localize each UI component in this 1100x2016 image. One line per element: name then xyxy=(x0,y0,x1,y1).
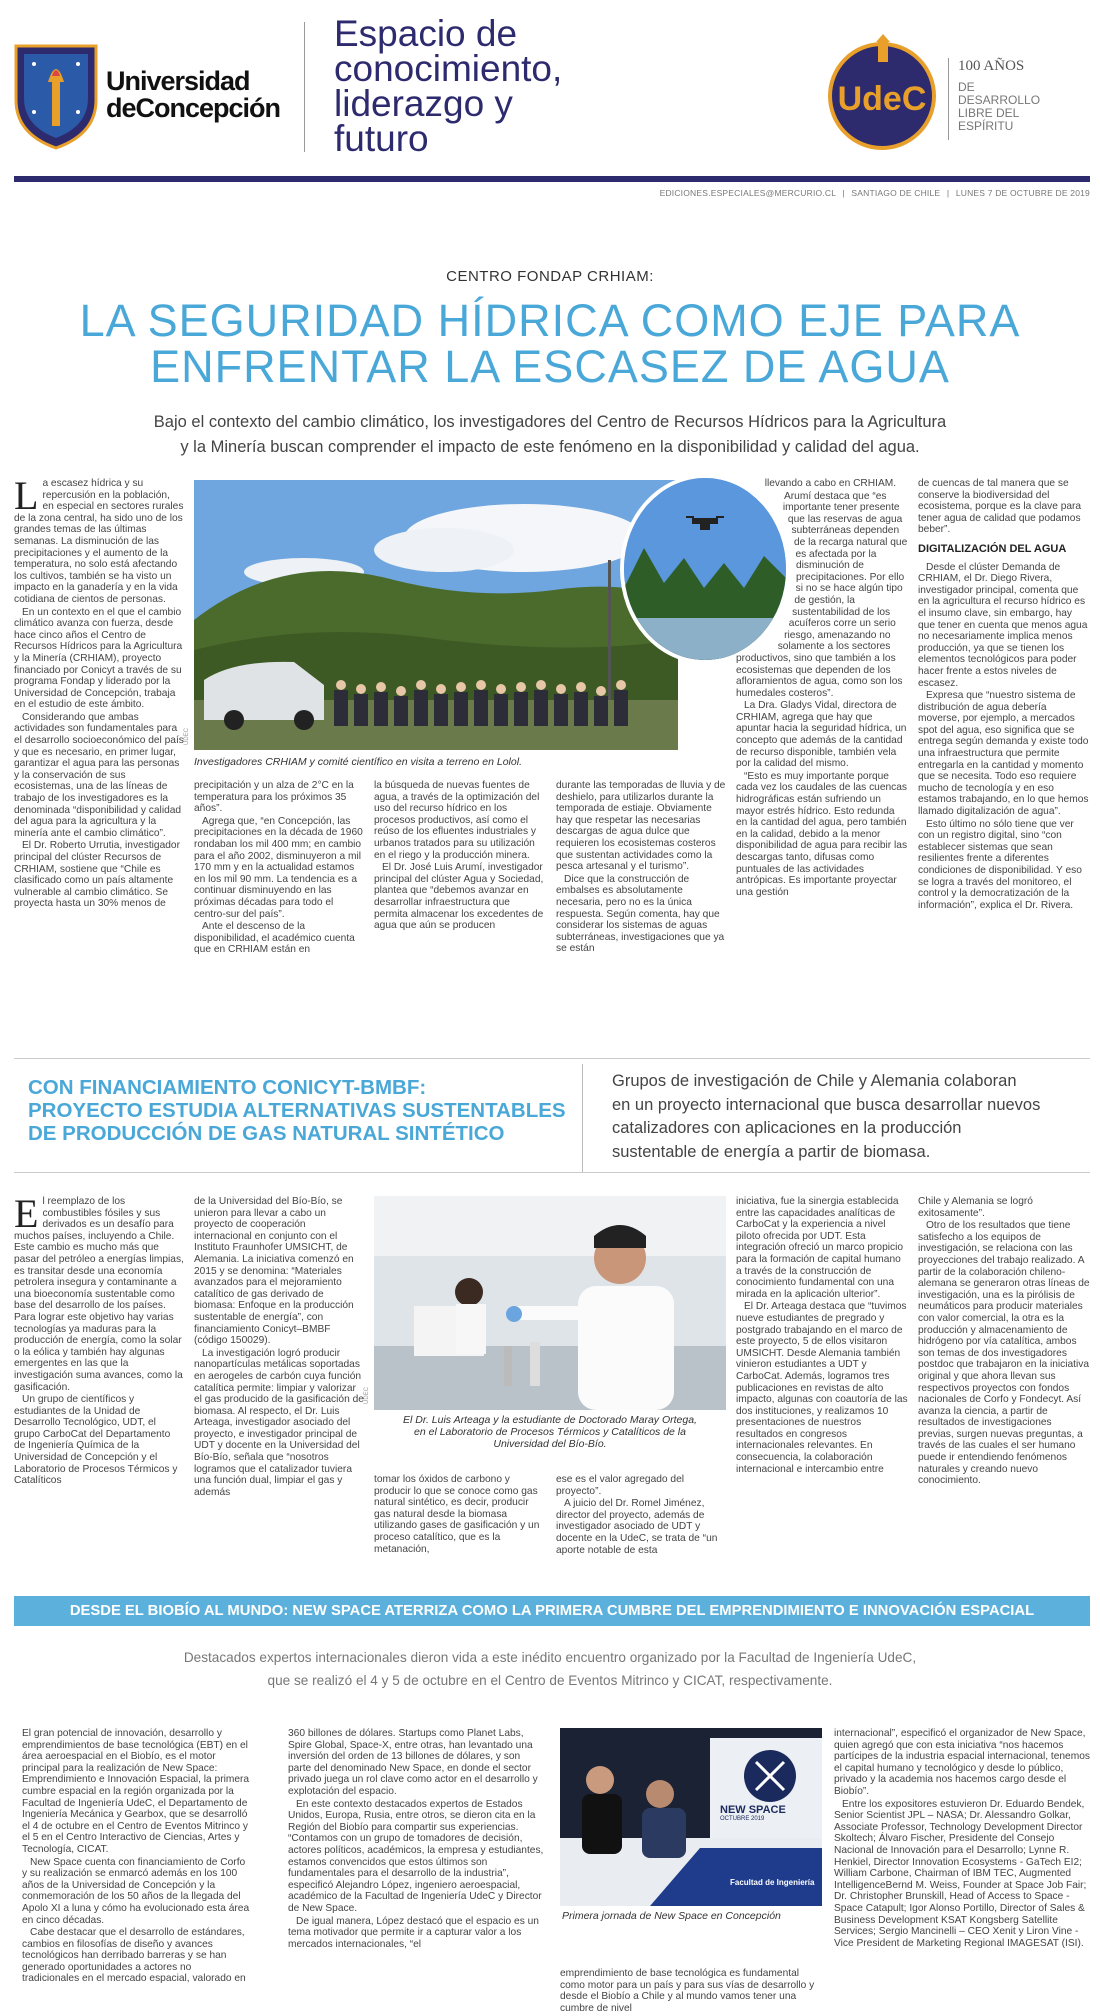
slogan-line-3: liderazgo y xyxy=(334,83,513,124)
article-2-caption-line-2: en el Laboratorio de Procesos Térmicos y Catalíticos de la xyxy=(414,1426,686,1438)
article-3-banner xyxy=(14,1596,1090,1626)
article-3-photo xyxy=(560,1728,822,1906)
article-3-col-4-p1: internacional”, especificó el organizador de New Space, quien agregó que con esta iniciativa “nos hacemos partícipes de la industria espacial internacional, tenemos el capital humano y tecnológico y desde lo público, privado y la academia nos hacemos cargo desde el Biobío”. xyxy=(834,1728,1090,1797)
article-2-col-2 xyxy=(194,1196,364,1582)
article-3-col-4 xyxy=(834,1728,1090,2010)
article-1-col-6-p1: de cuencas de tal manera que se conserve la biodiversidad del ecosistema, porque es la clave para tener agua de calidad que podamos beber”. xyxy=(918,478,1082,536)
dateline-date: LUNES 7 DE OCTUBRE DE 2019 xyxy=(955,188,1090,198)
article-2-dropcap: E xyxy=(14,1196,39,1236)
article-1-dropcap: L xyxy=(14,478,39,518)
article-2-vertical-divider xyxy=(582,1064,583,1172)
article-1-col-3-p1: la búsqueda de nuevas fuentes de agua, a través de la optimización del uso del recurso hídrico en los procesos productivos, así como el reúso de los efluentes industriales y urbanos tratados para su utilización en el riego y la producción minera. xyxy=(374,780,540,861)
article-2-col-3-p1: tomar los óxidos de carbono y producir lo que se conoce como gas natural sintético, es decir, producir gas natural desde la biomasa utilizando gases de gasificación y un proceso catalítico, que es la metanación, xyxy=(374,1474,540,1555)
slogan-line-4: futuro xyxy=(334,118,429,159)
article-3-col-2-p2: En este contexto destacados expertos de Estados Unidos, Europa, Rusia, entre otros, se dieron cita en la Región del Biobío para compartir sus experiencias. “Contamos con un grupo de tomadores de decisión, actores políticos, académicos, la empresa y estudiantes, estamos convencidos que estos últimos son fundamentales para el desarrollo de la industria”, especificó Alejandro López, ingeniero aeroespacial, académico de la Facultad de Ingeniería UdeC y Director de New Space. xyxy=(288,1798,544,1914)
article-3-lead-line-2: que se realizó el 4 y 5 de octubre en el Centro de Eventos Mitrinco y CICAT, respectivamente. xyxy=(267,1673,833,1688)
article-1-col-4 xyxy=(556,780,726,1072)
article-2-caption-line-3: Universidad del Bío-Bío. xyxy=(493,1438,607,1450)
article-1-photo xyxy=(194,480,678,750)
anniversary-title: 100 AÑOS xyxy=(958,58,1025,74)
university-name xyxy=(106,68,280,122)
article-3-banner-text: DESDE EL BIOBÍO AL MUNDO: NEW SPACE ATERRIZA COMO LA PRIMERA CUMBRE DEL EMPRENDIMIENTO E INNOVACIÓN ESPACIAL xyxy=(69,1603,1035,1619)
article-3-photo-caption: Primera jornada de New Space en Concepción xyxy=(562,1910,781,1922)
article-3-col-1-p2: New Space cuenta con financiamiento de Corfo y su realización se enmarcó además en los 100 años de la Universidad de Concepción y la conmemoración de los 50 años de la llegada del Apolo XI a luna y cómo ha evolucionado esta área en cinco décadas. xyxy=(22,1856,250,1926)
article-2-col-4 xyxy=(556,1474,726,1582)
article-2-lead-line-2: en un proyecto internacional que busca desarrollar nuevos xyxy=(612,1095,1041,1114)
article-3-col-1-p1: El gran potencial de innovación, desarrollo y emprendimientos de base tecnológica (EBT) en el área aeroespacial en el Biobío, es el motor principal para la realización de New Space: Emprendimiento e Innovación Espacial, la primera cumbre espacial en la región organizada por la Facultad de Ingeniería UdeC, el Departamento de Ingeniería Mecánica y Gearbox, que se desarrolló el 4 de octubre en el Centro de Eventos Mitrinco y el 5 en el Centro Interactivo de Ciencias, Artes y Tecnología, CICAT. xyxy=(22,1728,250,1855)
slogan-line-2: conocimiento, xyxy=(334,48,563,89)
article-2-col-6-p1: Chile y Alemania se logró exitosamente”. xyxy=(918,1196,1033,1219)
article-1-col-3 xyxy=(374,780,546,1072)
article-1-lead-line-1: Bajo el contexto del cambio climático, los investigadores del Centro de Recursos Hídricos para la Agricultura xyxy=(153,413,947,431)
article-2-col-5-p2: El Dr. Arteaga destaca que “tuvimos nueve estudiantes de pregrado y postgrado trabajando en el marco de este proyecto, 5 de ellos visitaron UMSICHT. Desde Alemania también vinieron estudiantes a UDT y CarboCat. Además, logramos tres publicaciones en revistas de alto impacto, algunas con coautoría de las dos instituciones, y realizamos 10 presentaciones de nuestros resultados en congresos internacionales relevantes. En consecuencia, la colaboración internacional e intercambio entre xyxy=(736,1301,908,1475)
article-2-col-3 xyxy=(374,1474,544,1582)
article-1-kicker: CENTRO FONDAP CRHIAM: xyxy=(446,268,654,285)
article-2-col-6 xyxy=(918,1196,1090,1582)
article-3-lead-line-1: Destacados expertos internacionales dieron vida a este inédito encuentro organizado por la Facultad de Ingeniería UdeC, xyxy=(183,1650,917,1665)
anniversary-line-2: DESARROLLO xyxy=(958,93,1041,107)
udec-shield-icon xyxy=(12,42,100,150)
article-1-col-6-p2: Desde el clúster Demanda de CRHIAM, el Dr. Diego Rivera, investigador principal, comenta que en la agricultura el recurso hídrico es el insumo clave, sin embargo, hay que tener en cuenta que menos agua no necesariamente implica menos producción, ya que se tienen los elementos tecnológicos para poder hacer frente a estos niveles de escasez. xyxy=(918,561,1088,689)
article-3-col-3 xyxy=(560,1968,822,2012)
photo-sign-date: OCTUBRE 2019 xyxy=(720,1816,765,1822)
article-2-lead-line-4: sustentable de energía a partir de biomasa. xyxy=(612,1142,931,1161)
article-2-title-line-2: PROYECTO ESTUDIA ALTERNATIVAS SUSTENTABLES xyxy=(28,1099,566,1122)
masthead-divider xyxy=(304,22,305,152)
article-2-title-line-3: DE PRODUCCIÓN DE GAS NATURAL SINTÉTICO xyxy=(28,1122,505,1145)
article-1-photo-credit: UDEC xyxy=(184,727,190,745)
masthead xyxy=(0,0,1100,200)
article-1-col-6-p3: Expresa que “nuestro sistema de distribución de agua debería moverse, por ejemplo, a mercados spot del agua, eso significa que se entrega según demanda y existe todo una infraestructura que permite entregarla en la cantidad y momento que se necesita. Todo eso requiere mucho de tecnología y en eso estamos trabajando, en lo que hemos llamado digitalización de agua”. xyxy=(918,690,1089,818)
article-3-col-2-p3: De igual manera, López destacó que el espacio es un tema motivador que permite ir a capturar valor a los mercados internacionales, “el xyxy=(288,1915,539,1950)
dateline: EDICIONES.ESPECIALES@MERCURIO.CL | SANTIAGO DE CHILE | LUNES 7 DE OCTUBRE DE 2019 xyxy=(659,188,1090,198)
article-1-col-3-p2: El Dr. José Luis Arumí, investigador principal del clúster Agua y Sociedad, plantea que “debemos avanzar en desarrollar infraestructura que permita almacenar los excedentes de agua que aún se producen xyxy=(374,862,544,932)
article-2-col-5 xyxy=(736,1196,908,1582)
photo-sign-text xyxy=(720,1804,786,1822)
article-1-title-line-2: ENFRENTAR LA ESCASEZ DE AGUA xyxy=(150,341,950,392)
article-3-lead xyxy=(0,1646,1100,1692)
article-2-lead-line-1: Grupos de investigación de Chile y Alemania colaboran xyxy=(612,1072,1017,1090)
article-2-photo-credit: UDEC xyxy=(364,1386,370,1404)
article-1-title-line-1: LA SEGURIDAD HÍDRICA COMO EJE PARA xyxy=(79,295,1021,346)
university-line-1: Universidad xyxy=(106,66,250,96)
article-1-col-4-p1: durante las temporadas de lluvia y de deshielo, para utilizarlos durante la temporada de estiaje. Obviamente hay que respetar las necesarias descargas de agua dulce que requieren los ecosistemas costeros que sustentan actividades como la pesca artesanal y el turismo”. xyxy=(556,780,726,873)
article-2-lead-line-3: catalizadores con aplicaciones en la producción xyxy=(612,1119,962,1137)
laboratory-image xyxy=(374,1196,726,1410)
article-3-col-1 xyxy=(22,1728,250,2010)
anniversary-line-3: LIBRE DEL xyxy=(958,106,1020,120)
article-2-col-1-p2: Un grupo de científicos y estudiantes de la Unidad de Desarrollo Tecnológico, UDT, el grupo CarboCat del Departamento de Ingeniería Química de la Universidad de Concepción y el Laboratorio de Procesos Térmicos y Catalíticos xyxy=(14,1394,178,1487)
article-1-col-2-p1: precipitación y un alza de 2°C en la temperatura para los próximos 35 años”. xyxy=(194,780,354,815)
anniversary-divider xyxy=(948,58,949,140)
article-3-col-2-p1: 360 billones de dólares. Startups como Planet Labs, Spire Global, Space-X, entre otras, han levantado una inversión del orden de 13 billones de dólares, y son parte del denominado New Space, en donde el sector privado juega un rol clave como actor en el desarrollo y explotación del espacio. xyxy=(288,1728,538,1797)
article-2-divider-bottom xyxy=(14,1172,1090,1173)
article-2-lead xyxy=(612,1070,1040,1164)
anniversary xyxy=(958,58,1040,133)
udec-logo-text: UdeC xyxy=(837,80,927,118)
tower-icon xyxy=(872,34,894,64)
anniversary-line-1: DE xyxy=(958,80,975,94)
article-1-title xyxy=(0,295,1100,392)
hills-landscape-image xyxy=(194,480,678,750)
article-2-col-1-p1: l reemplazo de los combustibles fósiles y sus derivados es un desafío para muchos países, incluyendo a Chile. Este cambio es mucho más que pasar del petróleo a energías limpias, es transitar desde una economía petrolera insegura y contaminante a una bioeconomía sustentable como base del desarrollo de los países. Para lograr este objetivo hay varias tecnologías ya maduras para la producción de energía, como la solar o la eólica y también hay algunas emergentes en las que la investigación suma avances, como la gasificación. xyxy=(14,1196,184,1393)
article-1-col-1-p2: En un contexto en el que el cambio climático avanza con fuerza, desde hace cinco años el Centro de Recursos Hídricos para la Agricultura y la Minería (CRHIAM), proyecto financiado por Conicyt a través de su programa Fondap y liderado por la Universidad de Concepción, trabaja en el estudio de este ámbito. xyxy=(14,606,183,711)
article-2-col-4-p1: ese es el valor agregado del proyecto”. xyxy=(556,1474,684,1497)
article-3-col-2 xyxy=(288,1728,546,2010)
article-1-col-6 xyxy=(918,478,1090,1072)
university-line-2: deConcepción xyxy=(106,93,281,123)
article-1-col-1-p1: a escasez hídrica y su repercusión en la población, en especial en sectores rurales de la zona central, ha sido uno de los grandes temas de las últimas semanas. La disminución de las precipitaciones y el aumento de la temperatura, no solo está afectando los cultivos, también se ha visto un impacto en la ganadería y en la vida cotidiana de cientos de personas. xyxy=(14,478,184,605)
udec-logo xyxy=(828,42,936,150)
article-2-col-1 xyxy=(14,1196,184,1582)
article-1-lead xyxy=(0,410,1100,460)
article-2-caption-line-1: El Dr. Luis Arteaga y la estudiante de Doctorado Maray Ortega, xyxy=(403,1414,697,1426)
article-3-col-1-p3: Cabe destacar que el desarrollo de estándares, cambios en filosofías de diseño y avances tecnológicos han derribado barreras y se han generado oportunidades a actores no tradicionales en el mercado espacial, valorado en xyxy=(22,1927,246,1985)
article-1-photo-caption: Investigadores CRHIAM y comité científico en visita a terreno en Lolol. xyxy=(194,756,522,768)
article-1-col-1-p3: Considerando que ambas actividades son fundamentales para el desarrollo socioeconómico del país y que es necesario, en primer lugar, garantizar el agua para las personas y la conservación de sus ecosistemas, una de las líneas de trabajo de los investigadores es la denominada “disponibilidad y calidad del agua para la agricultura y la minería ante el cambio climático”. xyxy=(14,711,184,839)
article-1-subhead: DIGITALIZACIÓN DEL AGUA xyxy=(918,542,1067,555)
article-1-col-5-p4: “Esto es muy importante porque cada vez los caudales de las cuencas hidrográficas están sufriendo un mayor estrés hídrico. Esto redunda en la cantidad del agua, pero también en la calidad, debido a la menor disponibilidad de agua para recibir las descargas tanto, difusas como puntuales de las actividades antrópicas. Es importante proyectar una gestión xyxy=(736,770,908,898)
article-1-col-5-p2: Arumí destaca que “es importante tener presente que las reservas de agua subterráneas dependen de la recarga natural que es afectada por la disminución de precipitaciones. Por ello si no se hace algún tipo de gestión, la sustentabilidad de los acuíferos corre un serio riesgo, amenazando no solamente a los sectores productivos, sino que también a los ecosistemas que dependen de los afloramientos de agua, como son los humedales costeros”. xyxy=(736,490,908,699)
article-1-col-6-p4: Esto último no sólo tiene que ver con un registro digital, sino “con establecer sistemas que sean resilientes frente a diferentes condiciones de disponibilidad. Y eso se logra a través del monitoreo, el control y la democratización de la información”, explica el Dr. Rivera. xyxy=(918,818,1082,911)
article-2-col-4-p2: A juicio del Dr. Romel Jiménez, director del proyecto, además de investigador asociado de UDT y docente en la UdeC, se trata de “un aporte notable de esta xyxy=(556,1498,718,1556)
article-2-title xyxy=(28,1076,566,1145)
article-1-col-1-p4: El Dr. Roberto Urrutia, investigador principal del clúster Recursos de CRHIAM, sostiene que “Chile es clasificado como un país altamente vulnerable al cambio climático. Se proyecta hasta un 30% menos de xyxy=(14,840,180,910)
dateline-city: SANTIAGO DE CHILE xyxy=(851,188,941,198)
article-1-col-2-p3: Ante el descenso de la disponibilidad, el académico cuenta que en CRHIAM están en xyxy=(194,921,355,956)
article-2-col-2-p2: La investigación logró producir nanopartículas metálicas soportadas en aerogeles de carbón cuya función catalítica permite: limpiar y valorizar el gas producido de la gasificación de biomasa. Al respecto, el Dr. Luis Arteaga, investigador asociado del proyecto, e investigador principal de UDT y docente en la Universidad del Bío-Bío, señala que “nosotros logramos que el catalizador tuviera una función dual, limpiar el gas y además xyxy=(194,1347,364,1498)
photo-podium-text: Facultad de Ingeniería xyxy=(730,1878,815,1887)
photo-sign-title: NEW SPACE xyxy=(720,1804,786,1816)
article-1-col-2-p2: Agrega que, “en Concepción, las precipitaciones en la década de 1960 rondaban los mil 400 mm; en cambio para el año 2002, disminuyeron a mil 170 mm y en la actualidad estamos en los mil 90 mm. La tendencia es a continuar disminuyendo en las próximas décadas para todo el centro-sur del país”. xyxy=(194,815,363,920)
article-2-photo xyxy=(374,1196,726,1410)
article-2-col-5-p1: iniciativa, fue la sinergia establecida entre las capacidades analíticas de CarboCat y la experiencia a nivel piloto ofrecida por UDT. Esta integración ofreció un marco propicio para la formación de capital humano a través de la construcción de conocimiento fundamental con una mirada en la aplicación ulterior”. xyxy=(736,1196,904,1300)
anniversary-line-4: ESPÍRITU xyxy=(958,119,1014,133)
article-1-col-5 xyxy=(736,478,908,1072)
article-1-lead-line-2: y la Minería buscan comprender el impacto de este fenómeno en la disponibilidad y calidad del agua. xyxy=(180,438,920,456)
article-2-photo-caption xyxy=(374,1414,726,1450)
article-1-col-1 xyxy=(14,478,184,1070)
article-1-col-5-p3: La Dra. Gladys Vidal, directora de CRHIAM, agrega que hay que apuntar hacia la seguridad hídrica, un concepto que además de la cantidad de recurso disponible, también vela por la calidad del mismo. xyxy=(736,700,907,770)
article-3-col-3-p1: emprendimiento de base tecnológica es fundamental como motor para un país y para sus vías de desarrollo y desde el Biobío a Chile y al mundo vamos tener una cumbre de nivel xyxy=(560,1968,815,2012)
article-2-divider-top xyxy=(14,1058,1090,1059)
masthead-bar xyxy=(14,176,1090,182)
article-1-col-5-p1: llevando a cabo en CRHIAM. xyxy=(764,478,897,489)
article-2-title-line-1: CON FINANCIAMIENTO CONICYT-BMBF: xyxy=(28,1076,427,1099)
article-1-col-2 xyxy=(194,780,364,1072)
article-2-col-6-p2: Otro de los resultados que tiene satisfecho a los equipos de investigación, se relaciona con las proyecciones del trabajo realizado. A partir de la colaboración chileno-alemana se generaron otras líneas de investigación, una es la pirólisis de neumáticos para producir materiales con valor comercial, la otra es la producción y almacenamiento de hidrógeno por vía catalítica, ambos son temas de dos investigadores postdoc que trabajaron en la iniciativa original y que ahora llevan sus respectivos proyectos con fondos nacionales de Corfo y Fondecyt. Así avanza la ciencia, a partir de resultados de investigaciones previas, surgen nuevas preguntas, a través de las cuales el ser humano puede ir entendiendo fenómenos naturales y creando nuevo conocimiento. xyxy=(918,1220,1090,1487)
article-2-col-2-p1: de la Universidad del Bío-Bío, se unieron para llevar a cabo un proyecto de cooperación internacional en conjunto con el Instituto Fraunhofer UMSICHT, de Alemania. La iniciativa comenzó en 2015 y se denomina: “Materiales avanzados para el mejoramiento catalítico de gas derivado de biomasa: Enfoque en la producción sustentable de energía”, con financiamiento Conicyt–BMBF (código 150029). xyxy=(194,1196,354,1347)
dateline-email: EDICIONES.ESPECIALES@MERCURIO.CL xyxy=(659,188,836,198)
article-3-col-4-p2: Entre los expositores estuvieron Dr. Eduardo Bendek, Senior Scientist JPL – NASA; Dr. Alessandro Golkar, Associate Professor, Technology Development Director Skoltech; Álvaro Fischer, Presidente del Consejo Nacional de Innovación para el Desarrollo; Lynne R. Henkiel, Director Innovation Ecosystems - GaTech EI2; William Carbone, Chairman of IBM TEC, Augmented IntelligenceBernd M. Weiss, Founder at Space Job Fair; Dr. Christopher Brunskill, Head of Access to Space - Space Catapult; Igor Alonso Portillo, Director of Sales & Business Development KSAT Kongsberg Satellite Services; Sergio Mancinelli – CEO Xenit y Liron Vine - Vice President de Marketing Regional IMAGESAT (ISI). xyxy=(834,1798,1087,1949)
slogan-line-1: Espacio de xyxy=(334,13,518,54)
slogan xyxy=(334,13,563,159)
article-1-col-4-p2: Dice que la construcción de embalses es absolutamente necesaria, pero no es la única respuesta. Según comenta, hay que considerar los sistemas de aguas subterráneas, investigaciones que ya se están xyxy=(556,873,725,955)
